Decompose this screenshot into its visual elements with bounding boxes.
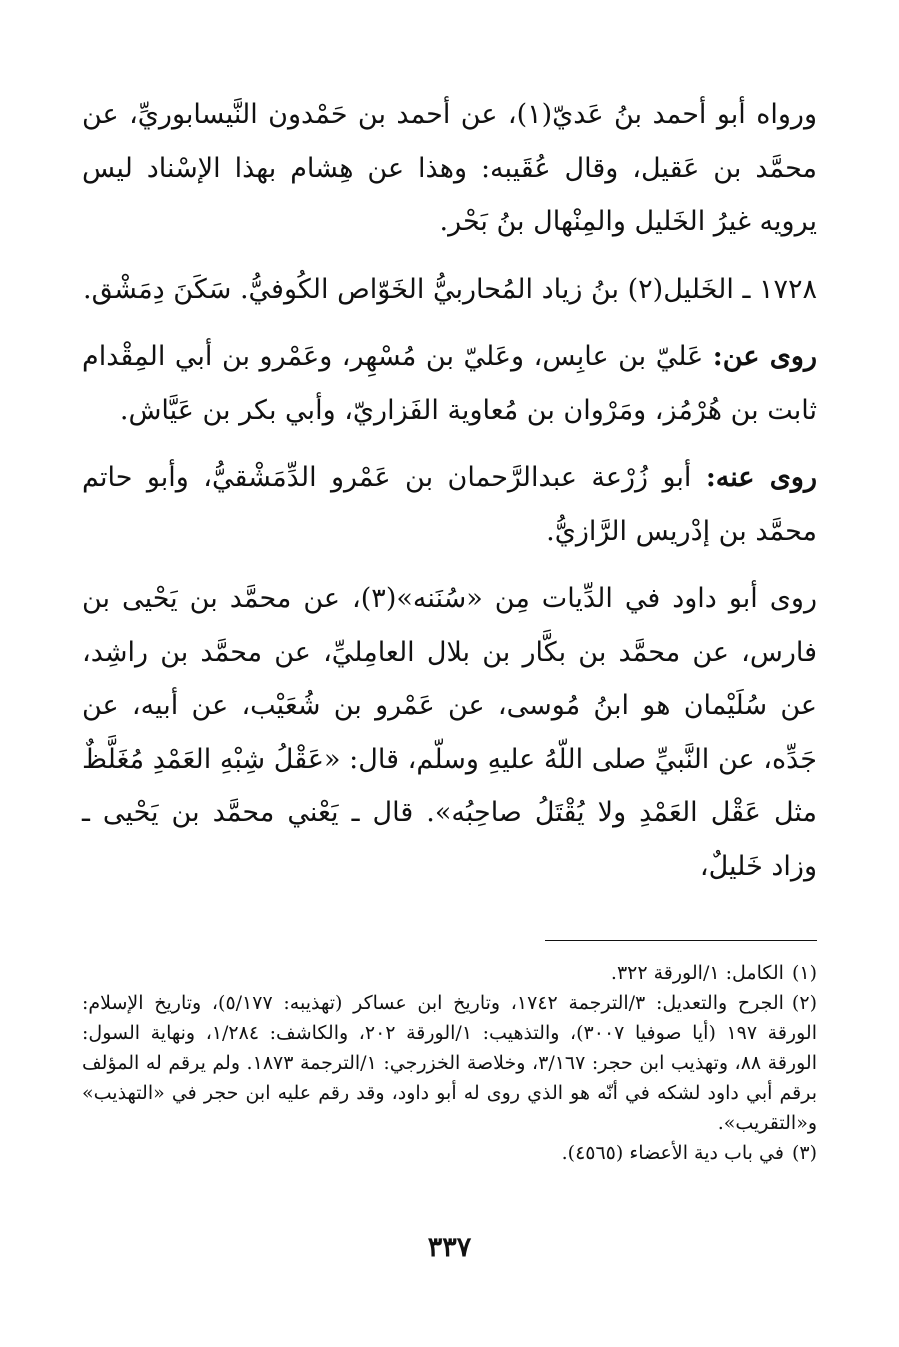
footnotes [82,958,817,1168]
narrated-from-text: عَليّ بن عابِس، وعَليّ بن مُسْهِر، وعَمْرو بن أبي المِقْدام ثابت بن هُرْمُز، ومَرْوان بن مُعاوية الفَزاريّ، وأبي بكر بن عَيَّاش. [82,341,817,426]
footnote-number: (٢) [791,992,817,1014]
page-number: ٣٣٧ [427,1232,472,1263]
narrated-by-label: روى عنه: [705,462,817,493]
paragraph-ibn-adi-narration: ورواه أبو أحمد بنُ عَديّ(١)، عن أحمد بن حَمْدون النَّيسابوريِّ، عن محمَّد بن عَقيل، وقال عُقَيبه: وهذا عن هِشام بهذا الإسْناد ليس يرويه غيرُ الخَليل والمِنْهال بنُ بَحْر. [82,99,817,237]
footnote-3 [82,1138,817,1168]
footnote-text: في باب دية الأعضاء (٤٥٦٥). [561,1142,784,1164]
paragraph-gap [82,558,817,572]
entry-heading-1728: ١٧٢٨ ـ الخَليل(٢) بنُ زياد المُحاربيُّ الخَوّاص الكُوفيُّ. سَكَنَ دِمَشْق. [83,273,817,305]
footnote-2 [82,988,817,1138]
main-text [82,88,817,893]
footnote-text: الجرح والتعديل: ٣/الترجمة ١٧٤٢، وتاريخ ابن عساكر (تهذيبه: ٥/١٧٧)، وتاريخ الإسلام: الورقة ١٩٧ (أيا صوفيا ٣٠٠٧)، والتذهيب: ١/الورقة ٢٠٢، والكاشف: ١/٢٨٤، ونهاية السول: الورقة ٨٨، وتهذيب ابن حجر: ٣/١٦٧، وخلاصة الخزرجي: ١/الترجمة ١٨٧٣. ولم يرقم له المؤلف برقم أبي داود لشكه في أنّه هو الذي روى له أبو داود، وقد رقم عليه ابن حجر في «التهذيب» و«التقريب». [82,992,818,1134]
footnote-number: (١) [791,962,817,984]
footnote-number: (٣) [791,1142,817,1164]
narrated-by-text: أبو زُرْعة عبدالرَّحمان بن عَمْرو الدِّمَشْقيُّ، وأبو حاتم محمَّد بن إدْريس الرَّازيُّ. [82,462,817,547]
paragraph-narrated-by [82,451,817,558]
paragraph-gap [82,249,817,263]
paragraph-gap [82,437,817,451]
paragraph-gap [82,316,817,330]
paragraph-narrated-from [82,330,817,437]
paragraph-abu-dawud-hadith: روى أبو داود في الدِّيات مِن «سُنَنه»(٣)، عن محمَّد بن يَحْيى بن فارس، عن محمَّد بن بكَّار بن بلال العامِليِّ، عن محمَّد بن راشِد، عن سُلَيْمان هو ابنُ مُوسى، عن عَمْرو بن شُعَيْب، عن أبيه، عن جَدِّه، عن النَّبيِّ صلى اللّهُ عليهِ وسلّم، قال: «عَقْلُ شِبْهِ العَمْدِ مُغَلَّظٌ مثل عَقْل العَمْدِ ولا يُقْتَلُ صاحِبُه». قال ـ يَعْني محمَّد بن يَحْيى ـ وزاد خَليلٌ، [82,583,817,882]
footnote-separator [545,940,817,941]
footnote-1 [82,958,817,988]
footnote-text: الكامل: ١/الورقة ٣٢٢. [610,962,784,984]
narrated-from-label: روى عن: [712,341,817,372]
